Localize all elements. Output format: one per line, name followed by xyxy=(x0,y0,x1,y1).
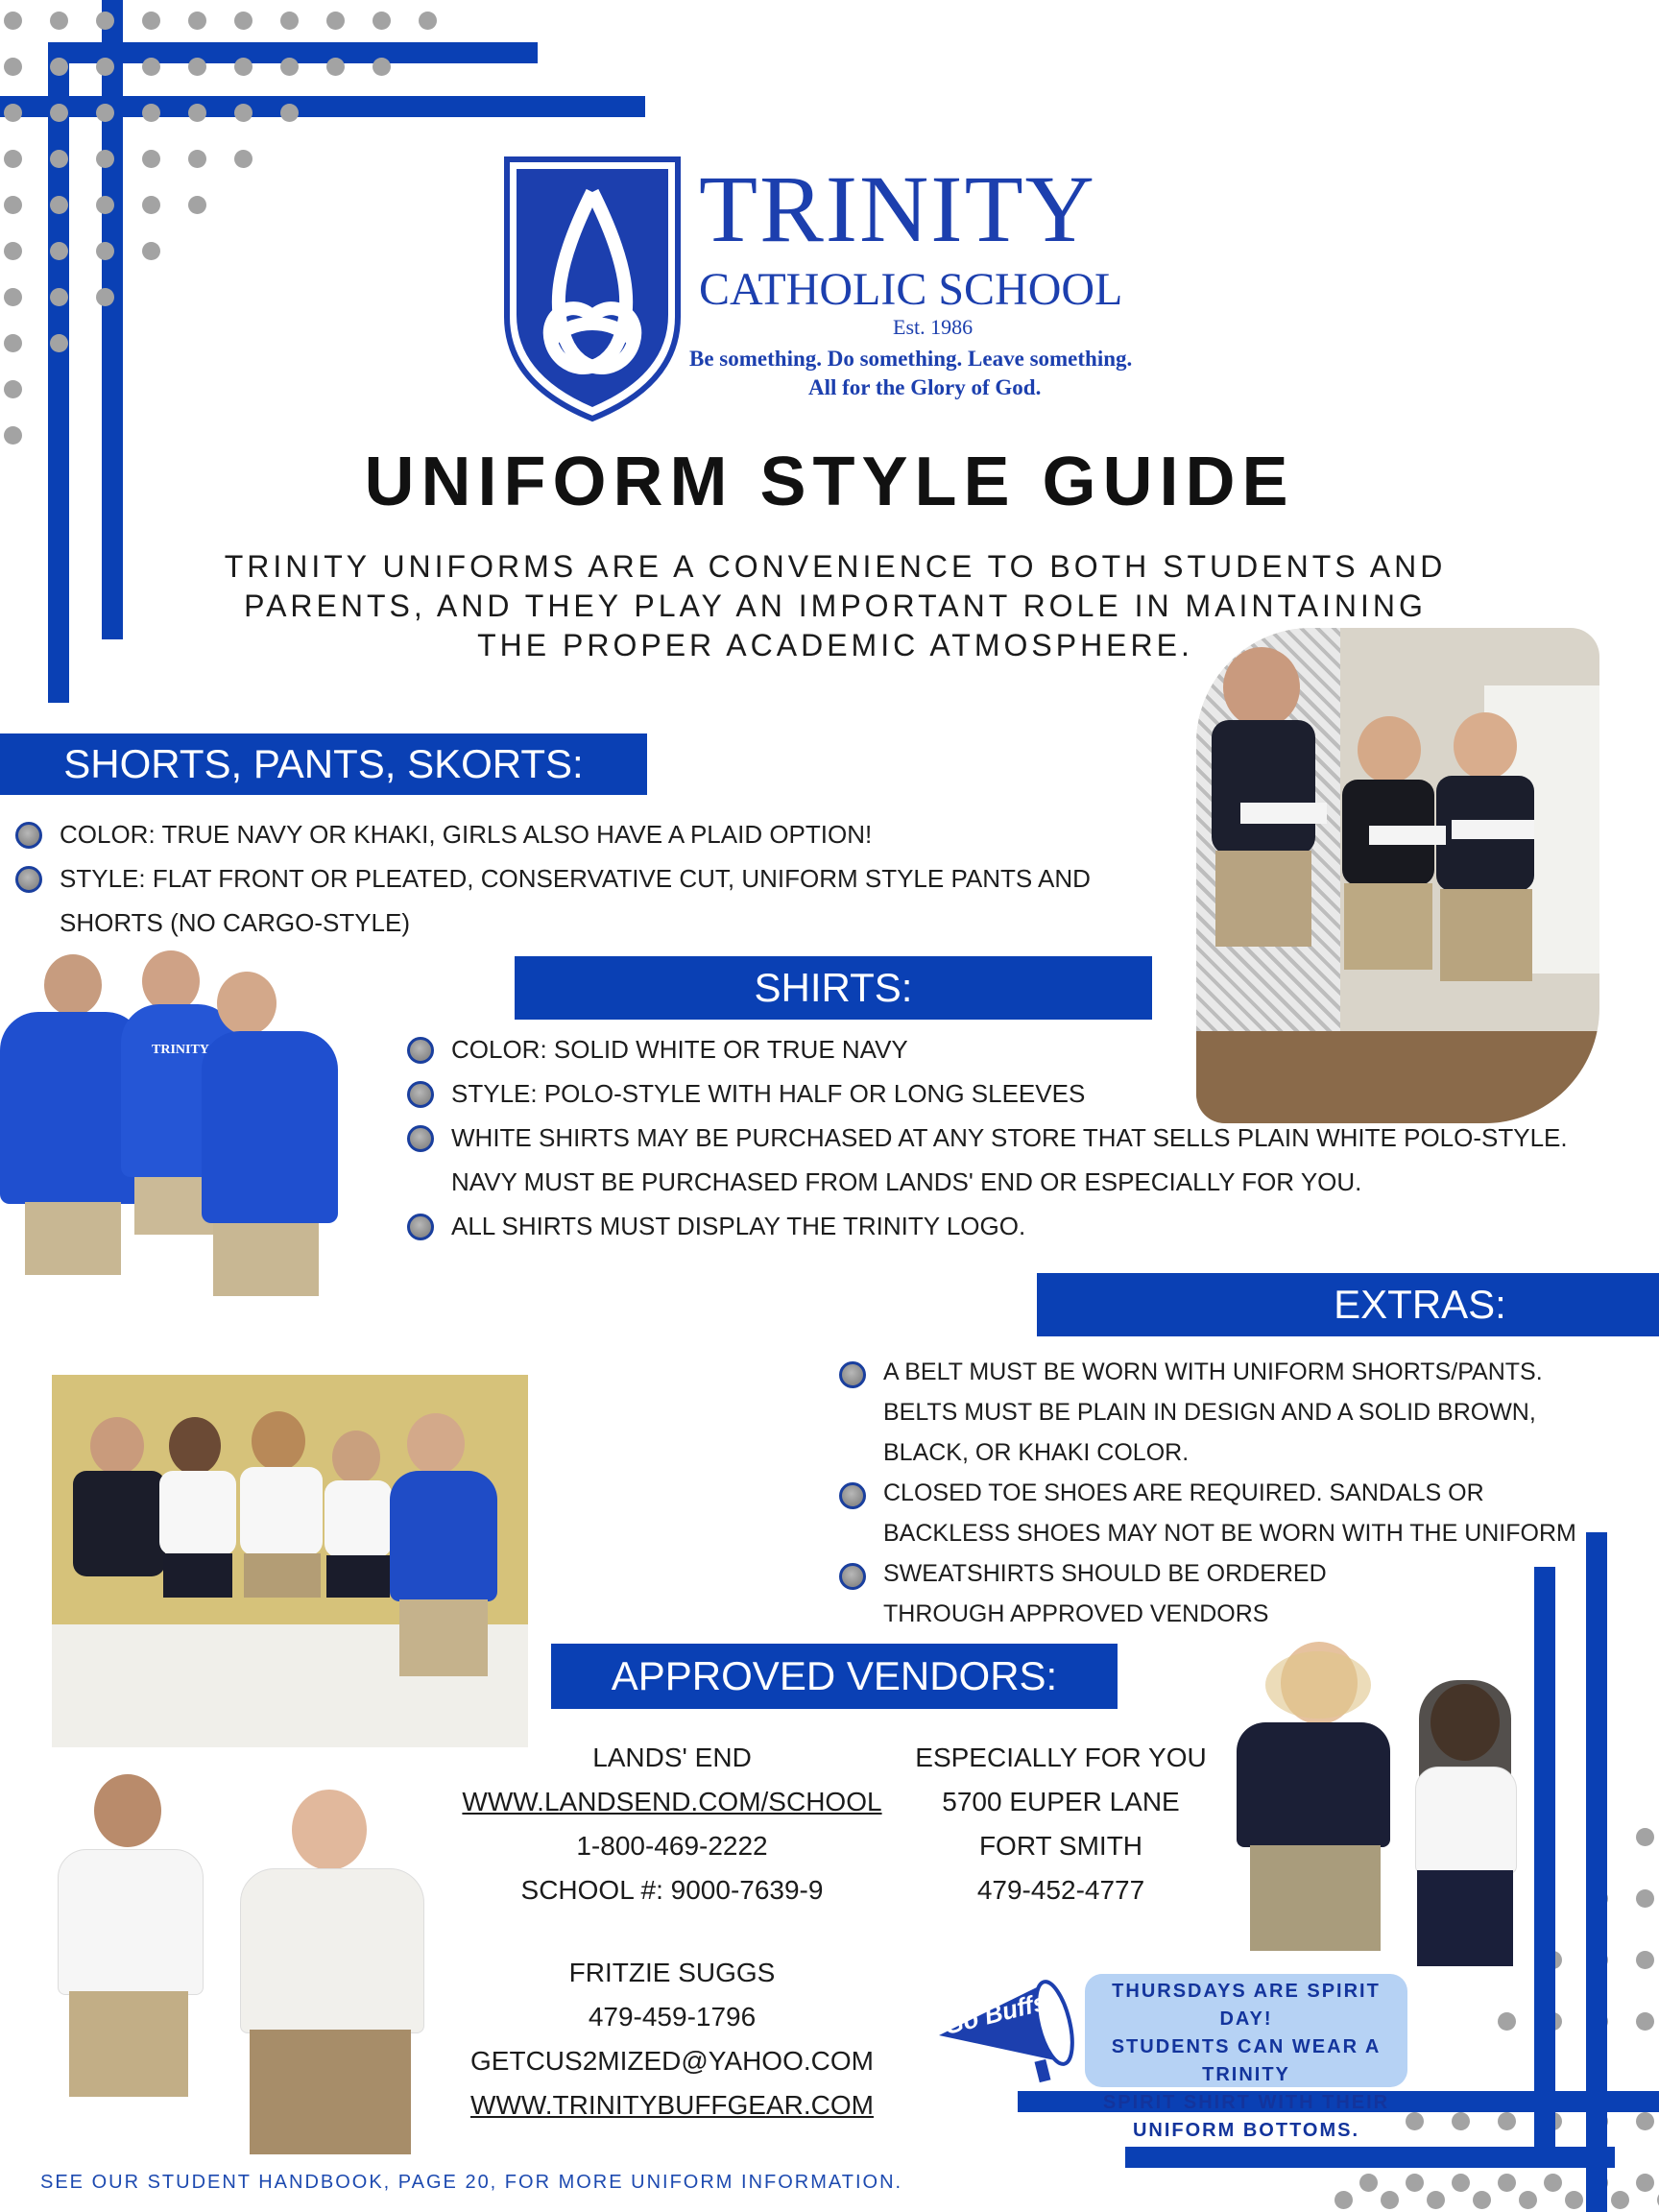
shirts-list xyxy=(407,1027,1568,1248)
decorative-dot xyxy=(1473,2191,1491,2209)
section-heading-vendors xyxy=(551,1644,1118,1709)
section-heading-bottoms-text: SHORTS, PANTS, SKORTS: xyxy=(63,741,584,786)
bullet-icon xyxy=(407,1037,434,1064)
spirit-day-line-3: SPIRIT SHIRT WITH THEIR xyxy=(1102,2092,1390,2113)
decorative-dot xyxy=(419,12,437,30)
vendor-landsend-phone: 1-800-469-2222 xyxy=(576,1831,768,1861)
vendor-fritzie-link[interactable]: WWW.TRINITYBUFFGEAR.COM xyxy=(470,2090,874,2120)
bullet-icon xyxy=(15,866,42,893)
decorative-dot xyxy=(1611,2191,1629,2209)
logo-wordmark: TRINITY xyxy=(699,156,1096,262)
decorative-dot xyxy=(50,12,68,30)
decorative-dot xyxy=(4,12,22,30)
decorative-dot xyxy=(1636,2112,1654,2130)
footer-note: SEE OUR STUDENT HANDBOOK, PAGE 20, FOR MORE UNIFORM INFORMATION. xyxy=(40,2172,903,2193)
decorative-dot xyxy=(96,58,114,76)
decorative-dot xyxy=(4,426,22,445)
decorative-dot xyxy=(280,104,299,122)
bullet-icon xyxy=(407,1081,434,1108)
decorative-dot xyxy=(373,58,391,76)
spirit-day-line-2: STUDENTS CAN WEAR A TRINITY xyxy=(1111,2036,1382,2085)
extras-list xyxy=(839,1352,1598,1634)
section-heading-bottoms xyxy=(0,733,647,795)
decorative-dot xyxy=(50,104,68,122)
frame-bar-left-2 xyxy=(102,0,123,639)
decorative-dot xyxy=(142,242,160,260)
decorative-dot xyxy=(1636,1889,1654,1908)
decorative-dot xyxy=(142,150,160,168)
photo-boys-hoodies xyxy=(0,950,338,1363)
bullet-icon xyxy=(839,1361,866,1388)
decorative-dot xyxy=(234,150,252,168)
list-item: COLOR: TRUE NAVY OR KHAKI, GIRLS ALSO HAVE A PLAID OPTION! xyxy=(15,812,1167,856)
vendor-fritzie-phone: 479-459-1796 xyxy=(588,2002,757,2032)
decorative-dot xyxy=(1381,2191,1399,2209)
logo-tagline-1: Be something. Do something. Leave something. xyxy=(689,347,1133,371)
decorative-dot xyxy=(188,196,206,214)
decorative-dot xyxy=(4,150,22,168)
decorative-dot xyxy=(50,288,68,306)
vendor-column-right xyxy=(902,1736,1219,1912)
vendor-landsend-name: LANDS' END xyxy=(592,1743,752,1772)
decorative-dot xyxy=(1452,2112,1470,2130)
vendor-landsend-school-number: SCHOOL #: 9000-7639-9 xyxy=(520,1875,824,1905)
vendor-especially-name: ESPECIALLY FOR YOU xyxy=(915,1743,1207,1772)
list-item: CLOSED TOE SHOES ARE REQUIRED. SANDALS OR BACKLESS SHOES MAY NOT BE WORN WITH THE UNIFORM xyxy=(839,1473,1598,1553)
photo-students-bench xyxy=(52,1375,528,1747)
section-heading-shirts-text: SHIRTS: xyxy=(754,965,913,1010)
decorative-dot xyxy=(142,104,160,122)
decorative-dot xyxy=(50,242,68,260)
decorative-dot xyxy=(1334,2191,1353,2209)
list-item: STYLE: POLO-STYLE WITH HALF OR LONG SLEEVES xyxy=(407,1071,1559,1116)
bullet-icon xyxy=(839,1563,866,1590)
decorative-dot xyxy=(234,58,252,76)
spirit-day-line-1: THURSDAYS ARE SPIRIT DAY! xyxy=(1112,1981,1381,2030)
decorative-dot xyxy=(1359,2174,1378,2192)
list-item: COLOR: SOLID WHITE OR TRUE NAVY xyxy=(407,1027,1559,1071)
logo-tagline-2: All for the Glory of God. xyxy=(808,375,1042,399)
decorative-dot xyxy=(4,380,22,398)
spirit-day-line-4: UNIFORM BOTTOMS. xyxy=(1132,2120,1360,2141)
decorative-dot xyxy=(1565,2191,1583,2209)
list-item: SWEATSHIRTS SHOULD BE ORDERED THROUGH APPROVED VENDORS xyxy=(839,1553,1421,1634)
section-heading-extras-text: EXTRAS: xyxy=(1334,1282,1506,1327)
decorative-dot xyxy=(188,12,206,30)
bullet-icon xyxy=(407,1214,434,1240)
decorative-dot xyxy=(142,58,160,76)
photo-young-students xyxy=(48,1768,442,2162)
spirit-day-callout xyxy=(1085,1974,1407,2141)
decorative-dot xyxy=(1406,2112,1424,2130)
decorative-dot xyxy=(280,12,299,30)
section-heading-vendors-text: APPROVED VENDORS: xyxy=(611,1653,1058,1698)
decorative-dot xyxy=(1452,2174,1470,2192)
decorative-dot xyxy=(326,12,345,30)
decorative-dot xyxy=(1636,1828,1654,1846)
decorative-dot xyxy=(1427,2191,1445,2209)
decorative-dot xyxy=(1519,2191,1537,2209)
vendor-especially-phone: 479-452-4777 xyxy=(976,1875,1145,1905)
vendor-fritzie-email[interactable]: GETCUS2MIZED@YAHOO.COM xyxy=(470,2046,874,2076)
intro-text: TRINITY UNIFORMS ARE A CONVENIENCE TO BOTH STUDENTS AND PARENTS, AND THEY PLAY AN IMPORTANT ROLE IN MAINTAINING THE PROPER ACADEMIC ATMOSPHERE. xyxy=(224,549,1447,662)
vendor-especially-city: FORT SMITH xyxy=(978,1831,1143,1861)
bullet-icon xyxy=(839,1482,866,1509)
bullet-icon xyxy=(15,822,42,849)
decorative-dot xyxy=(188,58,206,76)
decorative-dot xyxy=(1636,1951,1654,1969)
decorative-dot xyxy=(96,196,114,214)
list-item: STYLE: FLAT FRONT OR PLEATED, CONSERVATIVE CUT, UNIFORM STYLE PANTS AND SHORTS (NO CARGO-STYLE) xyxy=(15,856,1192,945)
decorative-dot xyxy=(4,104,22,122)
vendor-column-left xyxy=(422,1736,922,2128)
list-item: WHITE SHIRTS MAY BE PURCHASED AT ANY STORE THAT SELLS PLAIN WHITE POLO-STYLE. NAVY MUST BE PURCHASED FROM LANDS' END OR ESPECIALLY FOR YOU. xyxy=(407,1116,1584,1204)
decorative-dot xyxy=(4,334,22,352)
decorative-dot xyxy=(142,196,160,214)
decorative-dot xyxy=(234,104,252,122)
decorative-dot xyxy=(1544,2174,1562,2192)
decorative-dot xyxy=(4,196,22,214)
logo-subtitle: CATHOLIC SCHOOL xyxy=(699,264,1123,315)
decorative-dot xyxy=(4,242,22,260)
vendor-fritzie-name: FRITZIE SUGGS xyxy=(568,1958,776,1987)
decorative-dot xyxy=(188,150,206,168)
section-heading-extras xyxy=(1037,1273,1659,1336)
decorative-dot xyxy=(96,12,114,30)
page-title: UNIFORM STYLE GUIDE xyxy=(364,444,1295,520)
vendor-landsend-link[interactable]: WWW.LANDSEND.COM/SCHOOL xyxy=(462,1787,882,1816)
school-crest-logo xyxy=(501,154,684,424)
decorative-dot xyxy=(326,58,345,76)
decorative-dot xyxy=(234,12,252,30)
vendor-especially-address: 5700 EUPER LANE xyxy=(942,1787,1180,1816)
decorative-dot xyxy=(96,242,114,260)
megaphone-text: Go Buffs! xyxy=(941,1984,1058,2041)
decorative-dot xyxy=(50,196,68,214)
bottoms-list xyxy=(15,812,1167,945)
decorative-dot xyxy=(96,150,114,168)
decorative-dot xyxy=(1636,2174,1654,2192)
section-heading-shirts xyxy=(515,956,1152,1020)
frame-bar-left-1 xyxy=(48,42,69,703)
frame-bar-right-2 xyxy=(1534,1567,1555,2168)
decorative-dot xyxy=(280,58,299,76)
list-item: A BELT MUST BE WORN WITH UNIFORM SHORTS/PANTS. BELTS MUST BE PLAIN IN DESIGN AND A SOLID BROWN, BLACK, OR KHAKI COLOR. xyxy=(839,1352,1598,1473)
decorative-dot xyxy=(4,288,22,306)
decorative-dot xyxy=(1498,2112,1516,2130)
decorative-dot xyxy=(1498,2174,1516,2192)
frame-bar-bottom-2 xyxy=(1125,2147,1615,2168)
logo-established: Est. 1986 xyxy=(893,315,974,339)
decorative-dot xyxy=(1636,2012,1654,2031)
decorative-dot xyxy=(96,104,114,122)
list-item: ALL SHIRTS MUST DISPLAY THE TRINITY LOGO. xyxy=(407,1204,1559,1248)
decorative-dot xyxy=(1406,2174,1424,2192)
decorative-dot xyxy=(188,104,206,122)
decorative-dot xyxy=(50,150,68,168)
decorative-dot xyxy=(50,58,68,76)
bullet-icon xyxy=(407,1125,434,1152)
decorative-dot xyxy=(50,334,68,352)
decorative-dot xyxy=(142,12,160,30)
decorative-dot xyxy=(373,12,391,30)
sweatshirt-print: TRINITY xyxy=(152,1043,209,1057)
decorative-dot xyxy=(96,288,114,306)
decorative-dot xyxy=(4,58,22,76)
